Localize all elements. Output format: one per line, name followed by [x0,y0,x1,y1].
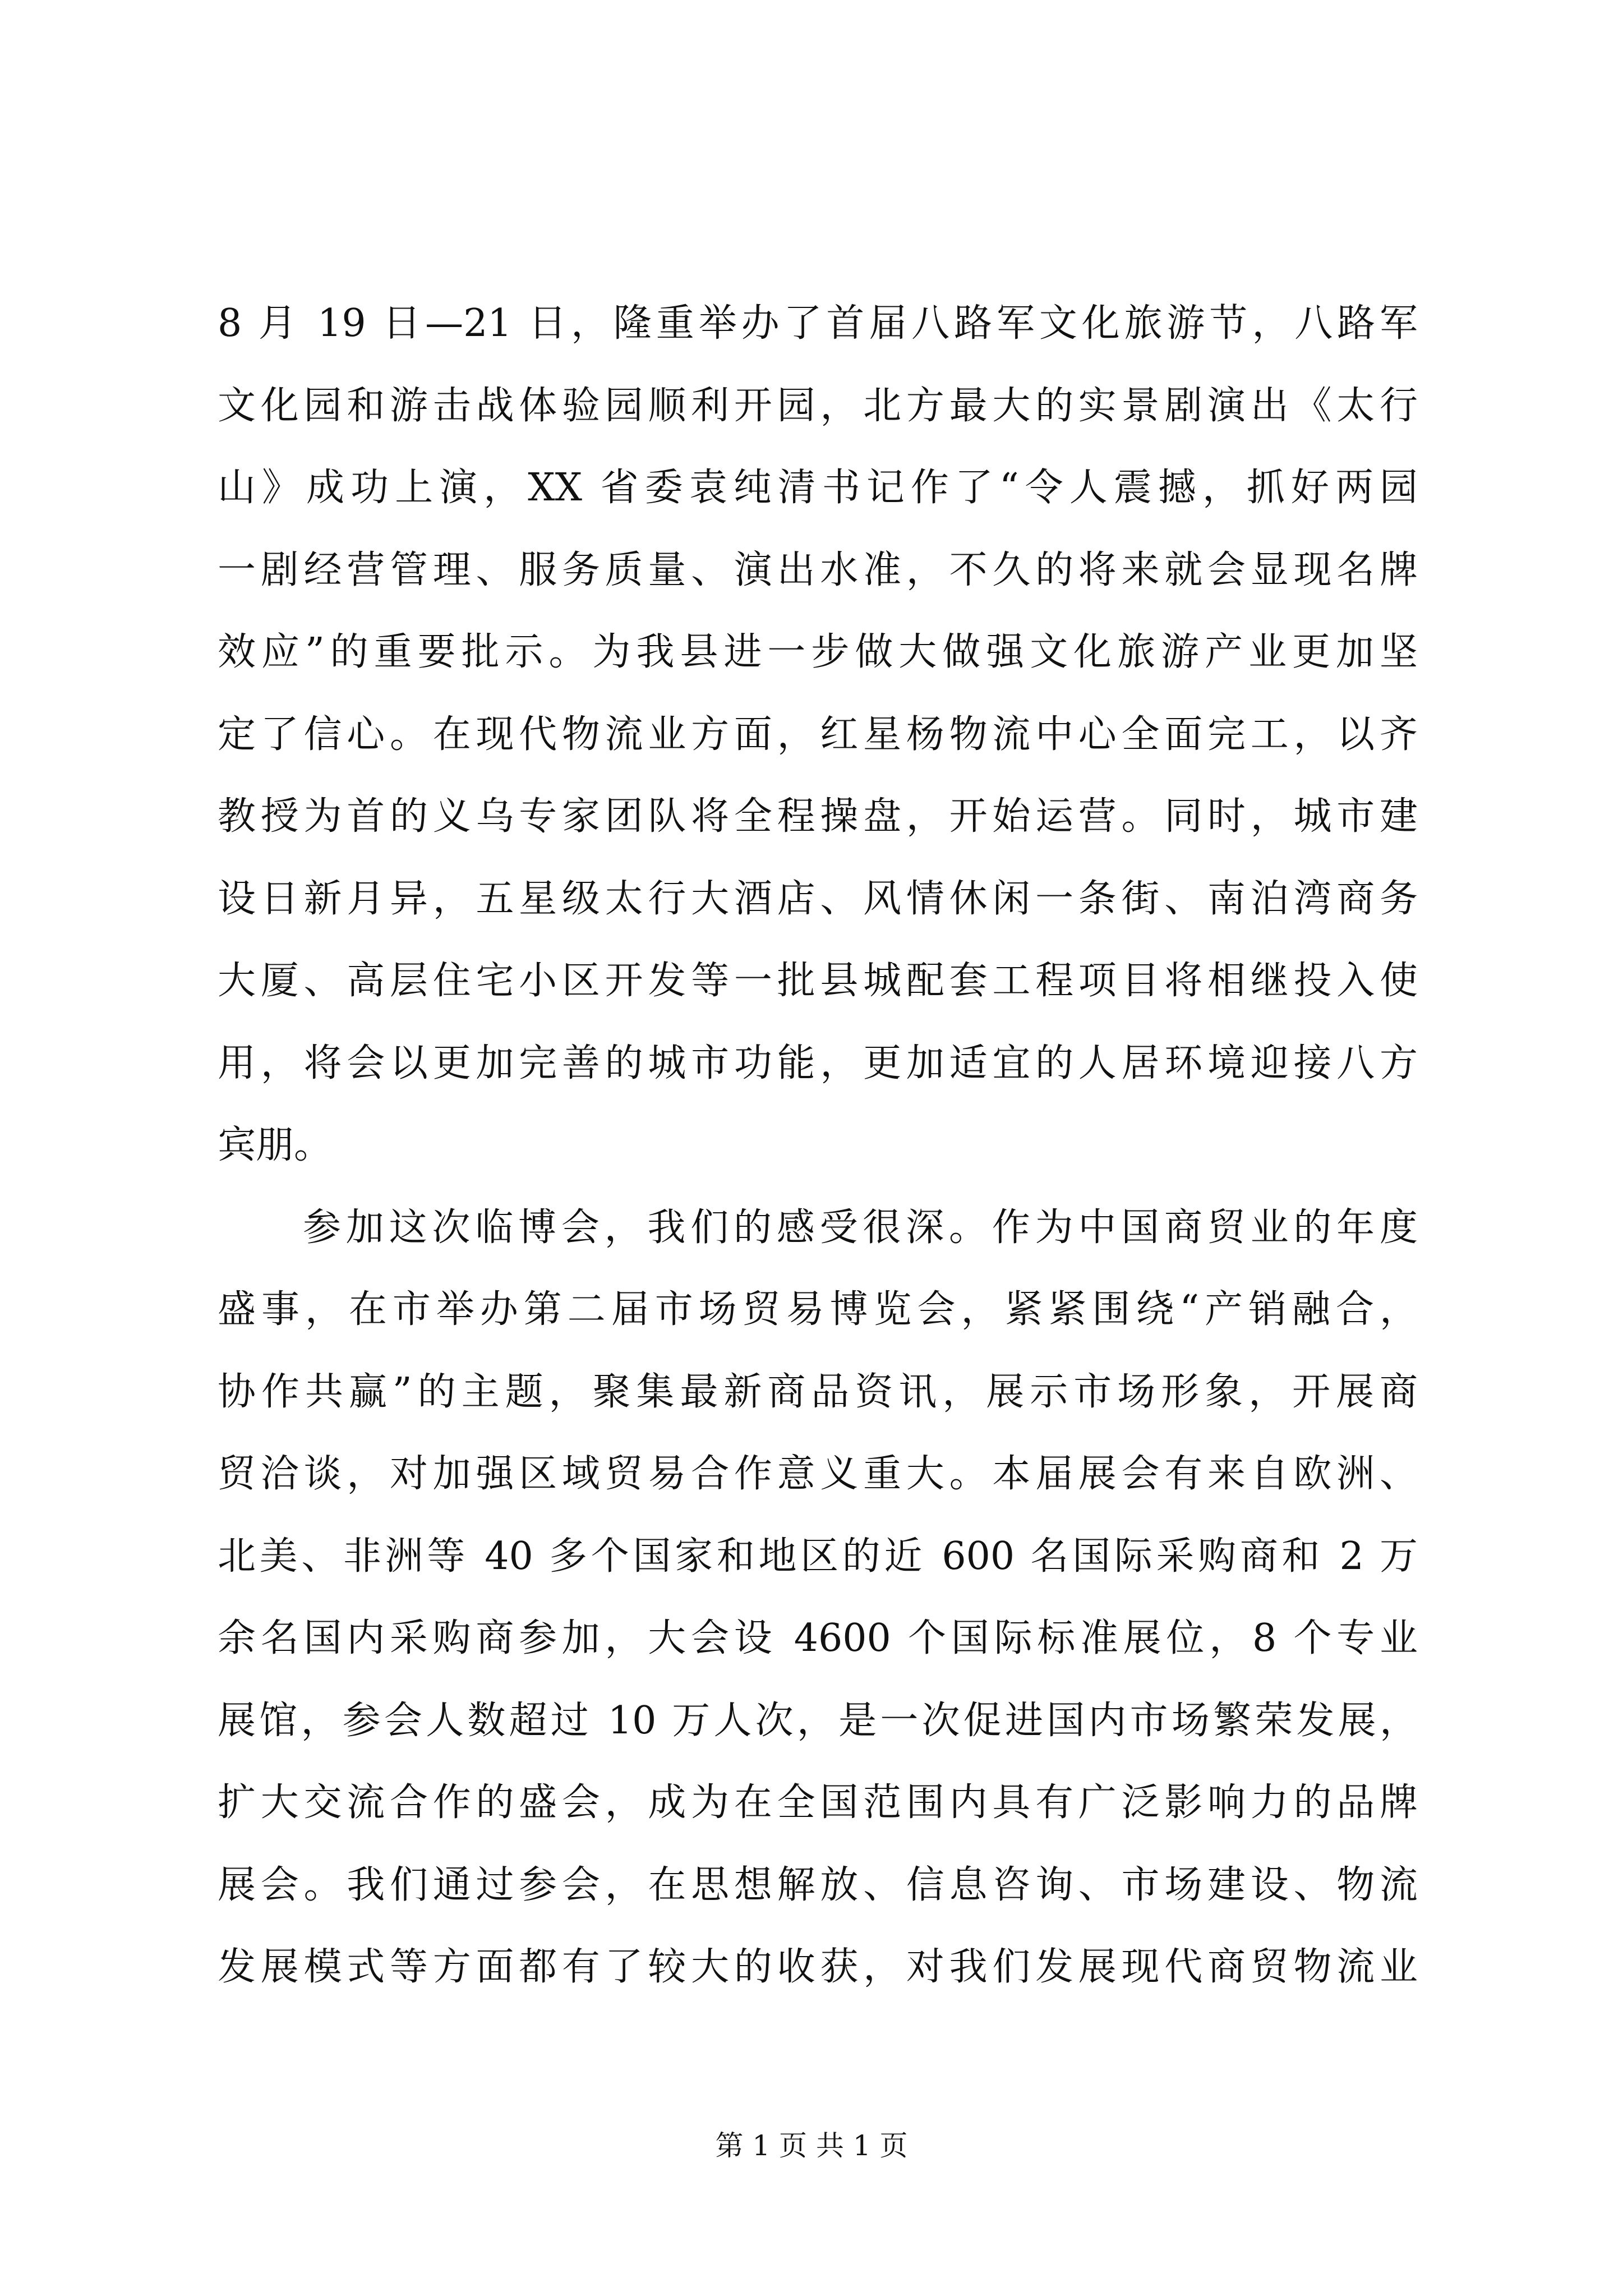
text-line: 8 月 19 日—21 日，隆重举办了首届八路军文化旅游节，八路军 [218,301,1418,346]
text-line: 用，将会以更加完善的城市功能，更加适宜的人居环境迎接八方 [218,1041,1418,1085]
text-line: 展馆，参会人数超过 10 万人次，是一次促进国内市场繁荣发展， [218,1698,1418,1743]
text-line: 参加这次临博会，我们的感受很深。作为中国商贸业的年度 [303,1205,1418,1250]
text-line: 定了信心。在现代物流业方面，红星杨物流中心全面完工，以齐 [218,712,1418,757]
text-line: 盛事，在市举办第二届市场贸易博览会，紧紧围绕“产销融合， [218,1287,1418,1332]
text-line: 展会。我们通过参会，在思想解放、信息咨询、市场建设、物流 [218,1862,1418,1907]
text-line: 协作共赢”的主题，聚集最新商品资讯，展示市场形象，开展商 [218,1369,1418,1414]
text-line: 效应”的重要批示。为我县进一步做大做强文化旅游产业更加坚 [218,630,1418,674]
text-line: 余名国内采购商参加，大会设 4600 个国际标准展位，8 个专业 [218,1616,1418,1660]
paragraph-2 [218,1187,1418,2009]
document-body [218,283,1418,2009]
page-number: 第 1 页 共 1 页 [715,2129,908,2162]
page-footer [0,2129,1623,2162]
text-line: 山》成功上演，XX 省委袁纯清书记作了“令人震撼，抓好两园 [218,466,1418,510]
text-line: 宾朋。 [218,1123,333,1167]
text-line: 教授为首的义乌专家团队将全程操盘，开始运营。同时，城市建 [218,794,1418,839]
text-line: 扩大交流合作的盛会，成为在全国范围内具有广泛影响力的品牌 [218,1780,1418,1825]
text-line: 设日新月异，五星级太行大酒店、风情休闲一条街、南泊湾商务 [218,876,1418,921]
text-line: 贸洽谈，对加强区域贸易合作意义重大。本届展会有来自欧洲、 [218,1452,1418,1496]
text-line: 一剧经营管理、服务质量、演出水准，不久的将来就会显现名牌 [218,547,1418,592]
text-line: 大厦、高层住宅小区开发等一批县城配套工程项目将相继投入使 [218,959,1418,1003]
paragraph-1 [218,283,1418,1187]
text-line: 北美、非洲等 40 多个国家和地区的近 600 名国际采购商和 2 万 [218,1534,1418,1579]
text-line: 发展模式等方面都有了较大的收获，对我们发展现代商贸物流业 [218,1945,1418,1989]
text-line: 文化园和游击战体验园顺利开园，北方最大的实景剧演出《太行 [218,383,1418,428]
